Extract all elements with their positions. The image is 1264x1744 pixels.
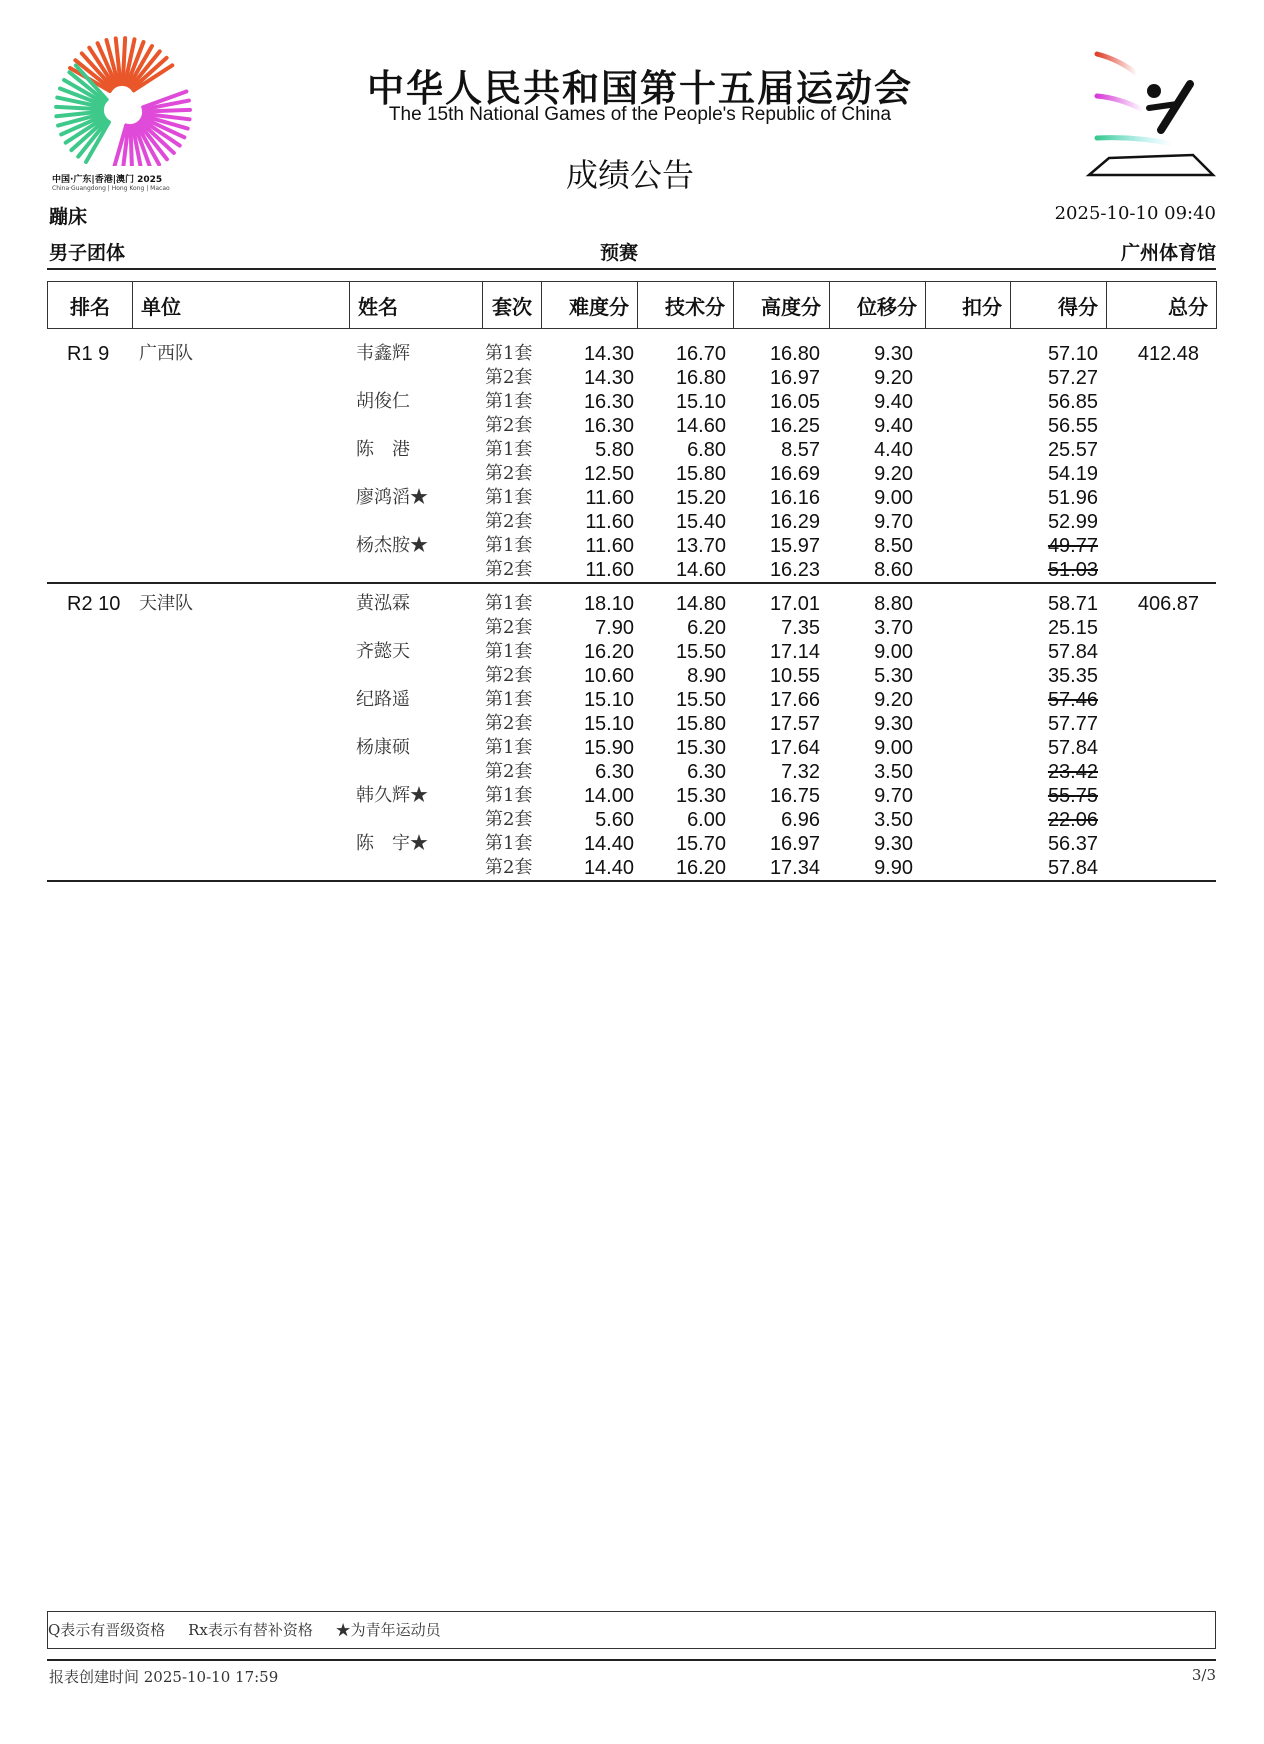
team-rank: R1 9	[67, 343, 110, 365]
displacement-score: 9.70	[874, 511, 913, 533]
execution-score: 15.30	[675, 737, 726, 759]
difficulty-score: 14.40	[583, 857, 634, 879]
team-block	[47, 592, 1216, 880]
table-row	[47, 616, 1216, 640]
routine-score: 57.84	[1047, 737, 1098, 759]
table-row	[47, 832, 1216, 856]
routine-set: 第1套	[485, 593, 533, 614]
execution-score: 14.60	[675, 415, 726, 437]
routine-score: 57.84	[1047, 641, 1098, 663]
displacement-score: 9.20	[874, 463, 913, 485]
height-score: 17.66	[769, 689, 820, 711]
execution-score: 6.30	[687, 761, 726, 783]
routine-set: 第2套	[485, 713, 533, 734]
execution-score: 15.30	[675, 785, 726, 807]
height-score: 16.23	[769, 559, 820, 581]
header-rule	[47, 268, 1216, 270]
logo-text-cn: 中国·广东|香港|澳门 2025	[52, 175, 163, 185]
team-block	[47, 342, 1216, 582]
difficulty-score: 11.60	[585, 511, 634, 533]
legend-youth: ★为青年运动员	[335, 1621, 441, 1639]
team-divider	[47, 880, 1216, 882]
execution-score: 15.20	[675, 487, 726, 509]
execution-score: 15.80	[675, 463, 726, 485]
displacement-score: 9.40	[874, 415, 913, 437]
athlete-name: 陈 宇★	[356, 833, 428, 854]
routine-set: 第1套	[485, 689, 533, 710]
results-table-header	[47, 281, 1217, 329]
games-title-en: The 15th National Games of the People's Republic of China	[388, 104, 892, 125]
athlete-name: 杨杰胺★	[356, 535, 428, 556]
team-total: 406.87	[1137, 593, 1199, 615]
height-score: 7.35	[781, 617, 820, 639]
height-score: 16.29	[769, 511, 820, 533]
col-difficulty: 难度分	[542, 282, 638, 329]
legend-box	[47, 1611, 1216, 1649]
displacement-score: 9.90	[874, 857, 913, 879]
col-rank: 排名	[48, 282, 133, 329]
difficulty-score: 11.60	[585, 535, 634, 557]
table-row	[47, 592, 1216, 616]
height-score: 15.97	[769, 535, 820, 557]
routine-score: 35.35	[1047, 665, 1098, 687]
games-emblem-icon	[52, 36, 192, 166]
team-rank: R2 10	[67, 593, 121, 615]
athlete-name: 齐懿天	[356, 641, 410, 662]
execution-score: 15.50	[675, 641, 726, 663]
athlete-name: 韦鑫辉	[356, 343, 410, 364]
execution-score: 6.80	[687, 439, 726, 461]
execution-score: 13.70	[675, 535, 726, 557]
displacement-score: 3.50	[874, 809, 913, 831]
col-name: 姓名	[350, 282, 483, 329]
height-score: 16.97	[769, 833, 820, 855]
difficulty-score: 16.20	[583, 641, 634, 663]
legend-reserve: Rx表示有替补资格	[188, 1621, 313, 1639]
height-score: 17.57	[769, 713, 820, 735]
height-score: 17.64	[769, 737, 820, 759]
displacement-score: 9.20	[874, 367, 913, 389]
col-set: 套次	[483, 282, 542, 329]
col-score: 得分	[1011, 282, 1107, 329]
table-row	[47, 664, 1216, 688]
difficulty-score: 5.80	[595, 439, 634, 461]
routine-set: 第1套	[485, 343, 533, 364]
table-row	[47, 414, 1216, 438]
athlete-name: 杨康硕	[356, 737, 410, 758]
execution-score: 15.70	[675, 833, 726, 855]
difficulty-score: 15.90	[583, 737, 634, 759]
routine-set: 第1套	[485, 535, 533, 556]
routine-set: 第2套	[485, 809, 533, 830]
routine-set: 第1套	[485, 391, 533, 412]
routine-set: 第2套	[485, 617, 533, 638]
routine-set: 第2套	[485, 511, 533, 532]
displacement-score: 5.30	[874, 665, 913, 687]
displacement-score: 9.30	[874, 713, 913, 735]
athlete-name: 黄泓霖	[356, 593, 410, 614]
displacement-score: 9.30	[874, 833, 913, 855]
difficulty-score: 14.00	[583, 785, 634, 807]
displacement-score: 3.70	[874, 617, 913, 639]
routine-score: 23.42	[1047, 761, 1098, 783]
athlete-name: 韩久辉★	[356, 785, 428, 806]
displacement-score: 3.50	[874, 761, 913, 783]
routine-score: 57.10	[1047, 343, 1098, 365]
difficulty-score: 14.30	[583, 367, 634, 389]
displacement-score: 4.40	[874, 439, 913, 461]
execution-score: 15.80	[675, 713, 726, 735]
sport-name: 蹦床	[49, 206, 88, 228]
routine-set: 第2套	[485, 665, 533, 686]
execution-score: 16.70	[675, 343, 726, 365]
execution-score: 16.80	[675, 367, 726, 389]
logo-text-en: China·Guangdong | Hong Kong | Macao	[52, 185, 170, 192]
routine-score: 58.71	[1047, 593, 1098, 615]
table-row	[47, 784, 1216, 808]
athlete-name: 廖鸿滔★	[356, 487, 428, 508]
height-score: 10.55	[769, 665, 820, 687]
team-name: 天津队	[139, 593, 193, 614]
athlete-name: 陈 港	[356, 439, 410, 460]
logo-petal	[144, 110, 190, 112]
table-row	[47, 390, 1216, 414]
displacement-score: 8.80	[874, 593, 913, 615]
routine-score: 57.77	[1047, 713, 1098, 735]
games-logo	[52, 36, 192, 201]
col-team: 单位	[133, 282, 350, 329]
routine-score: 56.37	[1047, 833, 1098, 855]
execution-score: 14.60	[675, 559, 726, 581]
difficulty-score: 18.10	[583, 593, 634, 615]
trampoline-pictogram	[1075, 48, 1225, 183]
routine-set: 第2套	[485, 415, 533, 436]
height-score: 16.05	[769, 391, 820, 413]
height-score: 17.14	[769, 641, 820, 663]
event-name: 男子团体	[49, 242, 126, 264]
difficulty-score: 7.90	[595, 617, 634, 639]
phase-name: 预赛	[600, 242, 639, 264]
displacement-score: 9.00	[874, 641, 913, 663]
execution-score: 16.20	[675, 857, 726, 879]
difficulty-score: 16.30	[583, 415, 634, 437]
table-row	[47, 438, 1216, 462]
difficulty-score: 15.10	[583, 713, 634, 735]
height-score: 16.69	[769, 463, 820, 485]
legend-qualified: Q表示有晋级资格	[48, 1621, 166, 1639]
execution-score: 15.10	[675, 391, 726, 413]
routine-score: 55.75	[1047, 785, 1098, 807]
report-datetime: 2025-10-10 09:40	[1054, 203, 1216, 224]
athlete-name: 胡俊仁	[356, 391, 410, 412]
games-title-cn: 中华人民共和国第十五届运动会	[367, 67, 913, 110]
routine-set: 第1套	[485, 487, 533, 508]
col-deduction: 扣分	[926, 282, 1011, 329]
table-row	[47, 534, 1216, 558]
routine-set: 第1套	[485, 641, 533, 662]
routine-set: 第1套	[485, 737, 533, 758]
execution-score: 6.00	[687, 809, 726, 831]
routine-score: 51.03	[1047, 559, 1098, 581]
difficulty-score: 6.30	[595, 761, 634, 783]
table-row	[47, 736, 1216, 760]
routine-set: 第1套	[485, 833, 533, 854]
height-score: 16.97	[769, 367, 820, 389]
table-row	[47, 366, 1216, 390]
routine-score: 54.19	[1047, 463, 1098, 485]
routine-score: 57.27	[1047, 367, 1098, 389]
height-score: 7.32	[781, 761, 820, 783]
displacement-score: 9.40	[874, 391, 913, 413]
team-name: 广西队	[139, 343, 193, 364]
routine-set: 第2套	[485, 463, 533, 484]
col-execution: 技术分	[638, 282, 734, 329]
footer-rule	[47, 1659, 1216, 1661]
col-total: 总分	[1107, 282, 1217, 329]
routine-set: 第2套	[485, 857, 533, 878]
difficulty-score: 15.10	[583, 689, 634, 711]
execution-score: 15.40	[675, 511, 726, 533]
table-row	[47, 640, 1216, 664]
page-number: 3/3	[1191, 1666, 1216, 1684]
table-row	[47, 712, 1216, 736]
displacement-score: 8.60	[874, 559, 913, 581]
difficulty-score: 16.30	[583, 391, 634, 413]
routine-score: 56.55	[1047, 415, 1098, 437]
displacement-score: 9.30	[874, 343, 913, 365]
difficulty-score: 5.60	[595, 809, 634, 831]
routine-score: 52.99	[1047, 511, 1098, 533]
difficulty-score: 11.60	[585, 559, 634, 581]
height-score: 16.25	[769, 415, 820, 437]
routine-set: 第2套	[485, 559, 533, 580]
difficulty-score: 12.50	[583, 463, 634, 485]
displacement-score: 9.00	[874, 487, 913, 509]
athlete-name: 纪路遥	[356, 689, 410, 710]
routine-set: 第2套	[485, 761, 533, 782]
routine-score: 57.46	[1047, 689, 1098, 711]
height-score: 16.16	[769, 487, 820, 509]
execution-score: 6.20	[687, 617, 726, 639]
routine-score: 22.06	[1047, 809, 1098, 831]
logo-petal	[130, 126, 132, 166]
height-score: 16.80	[769, 343, 820, 365]
table-row	[47, 808, 1216, 832]
difficulty-score: 11.60	[585, 487, 634, 509]
difficulty-score: 14.40	[583, 833, 634, 855]
routine-score: 25.15	[1047, 617, 1098, 639]
height-score: 17.01	[769, 593, 820, 615]
routine-score: 49.77	[1047, 535, 1098, 557]
displacement-score: 9.70	[874, 785, 913, 807]
displacement-score: 8.50	[874, 535, 913, 557]
routine-set: 第2套	[485, 367, 533, 388]
execution-score: 14.80	[675, 593, 726, 615]
table-row	[47, 558, 1216, 582]
difficulty-score: 10.60	[583, 665, 634, 687]
table-row	[47, 486, 1216, 510]
difficulty-score: 14.30	[583, 343, 634, 365]
report-title: 成绩公告	[565, 156, 694, 194]
routine-set: 第1套	[485, 439, 533, 460]
team-total: 412.48	[1137, 343, 1199, 365]
table-row	[47, 462, 1216, 486]
routine-score: 57.84	[1047, 857, 1098, 879]
routine-set: 第1套	[485, 785, 533, 806]
table-row	[47, 760, 1216, 784]
col-displacement: 位移分	[830, 282, 926, 329]
table-row	[47, 688, 1216, 712]
col-height: 高度分	[734, 282, 830, 329]
displacement-score: 9.00	[874, 737, 913, 759]
height-score: 17.34	[769, 857, 820, 879]
height-score: 16.75	[769, 785, 820, 807]
table-row	[47, 510, 1216, 534]
report-created-time: 报表创建时间 2025-10-10 17:59	[49, 1668, 279, 1686]
routine-score: 56.85	[1047, 391, 1098, 413]
displacement-score: 9.20	[874, 689, 913, 711]
venue-name: 广州体育馆	[1120, 242, 1216, 264]
trampoline-icon	[1075, 48, 1225, 183]
routine-score: 25.57	[1047, 439, 1098, 461]
height-score: 8.57	[781, 439, 820, 461]
height-score: 6.96	[781, 809, 820, 831]
table-row	[47, 856, 1216, 880]
execution-score: 15.50	[675, 689, 726, 711]
table-row	[47, 342, 1216, 366]
team-divider	[47, 582, 1216, 584]
execution-score: 8.90	[687, 665, 726, 687]
routine-score: 51.96	[1047, 487, 1098, 509]
